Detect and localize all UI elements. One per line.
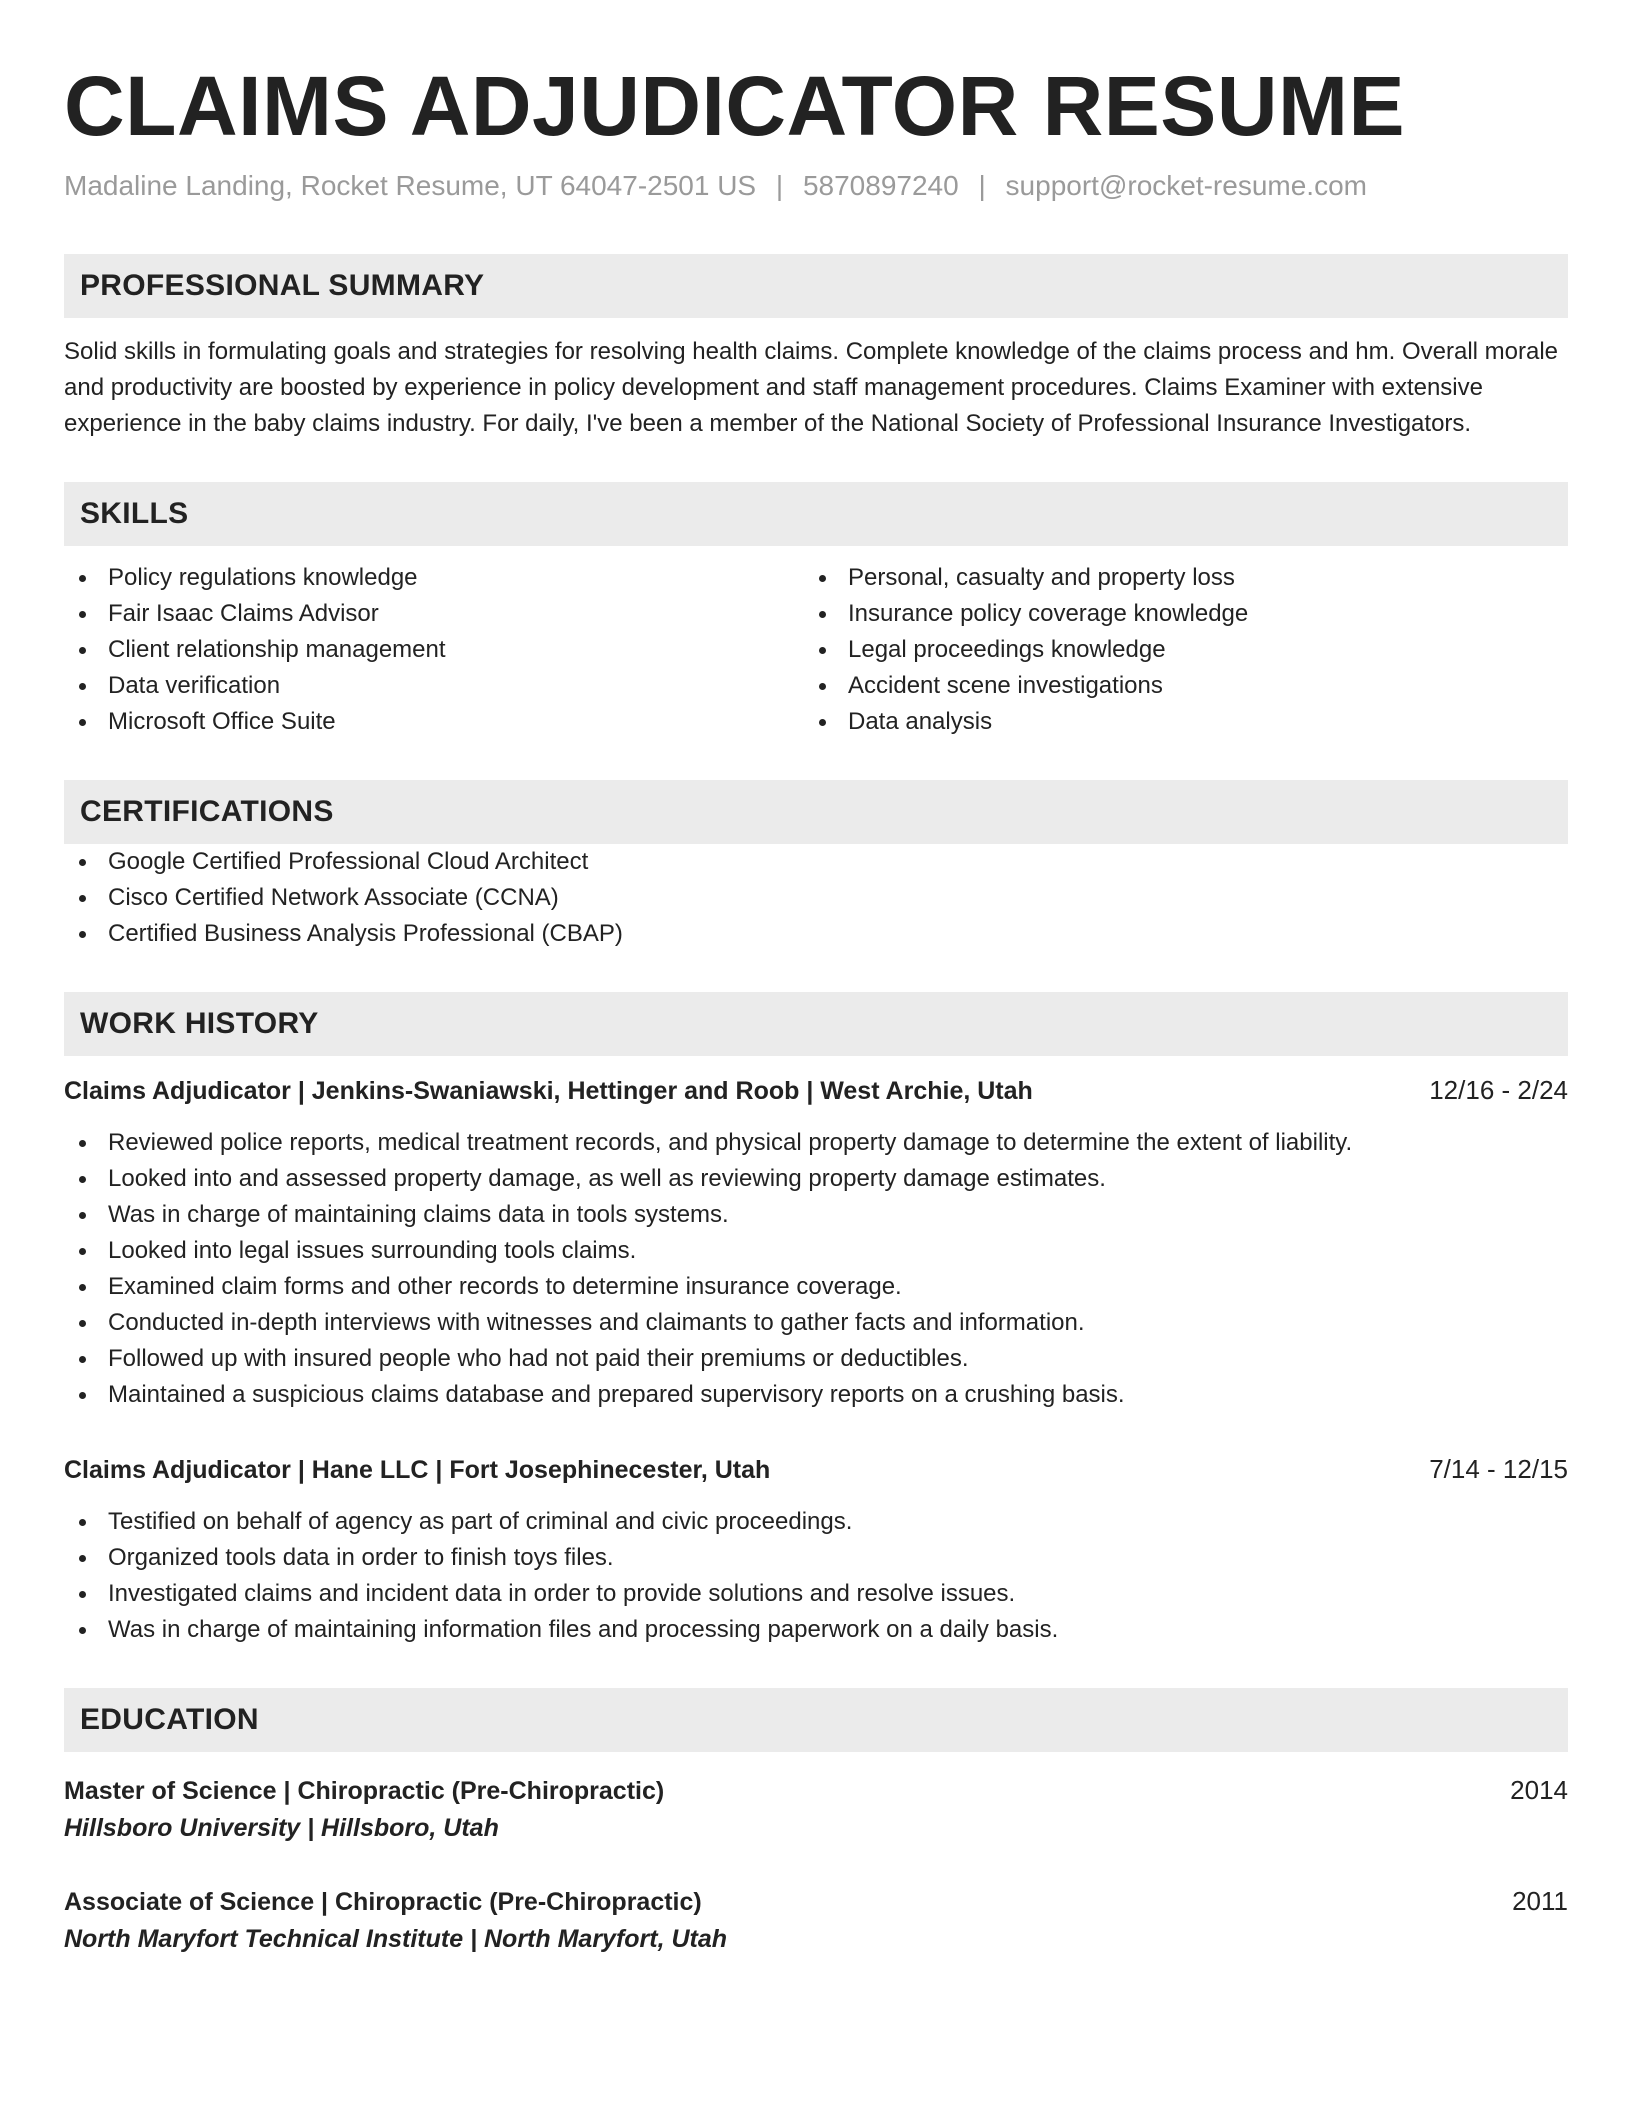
section-heading-work-history: WORK HISTORY xyxy=(64,992,1568,1056)
job-duty: Was in charge of maintaining claims data in tools systems. xyxy=(64,1197,1568,1233)
skills-column-right xyxy=(804,560,1544,740)
education-school: Hillsboro University | Hillsboro, Utah xyxy=(64,1814,499,1842)
job-entry xyxy=(64,1072,1568,1413)
education-entry xyxy=(64,1883,1568,1958)
skill-item: Microsoft Office Suite xyxy=(64,704,804,740)
job-duty: Was in charge of maintaining information files and processing paperwork on a daily basis. xyxy=(64,1612,1568,1648)
section-heading-certifications: CERTIFICATIONS xyxy=(64,780,1568,844)
education-degree: Associate of Science | Chiropractic (Pre-Chiropractic) xyxy=(64,1888,702,1916)
skills-list xyxy=(64,560,1568,740)
education-year: 2014 xyxy=(1510,1775,1568,1805)
skills-column-left xyxy=(64,560,804,740)
education-year: 2011 xyxy=(1512,1886,1568,1916)
contact-phone: 5870897240 xyxy=(802,170,959,201)
job-duties xyxy=(64,1504,1568,1648)
job-duty: Organized tools data in order to finish toys files. xyxy=(64,1540,1568,1576)
skill-item: Fair Isaac Claims Advisor xyxy=(64,596,804,632)
skill-item: Client relationship management xyxy=(64,632,804,668)
skill-item: Data analysis xyxy=(804,704,1544,740)
contact-separator: | xyxy=(978,170,986,201)
job-duty: Testified on behalf of agency as part of criminal and civic proceedings. xyxy=(64,1504,1568,1540)
section-heading-summary: PROFESSIONAL SUMMARY xyxy=(64,254,1568,318)
job-duty: Looked into and assessed property damage, as well as reviewing property damage estimates. xyxy=(64,1161,1568,1197)
education-entry xyxy=(64,1772,1568,1847)
job-title: Claims Adjudicator | Hane LLC | Fort Josephinecester, Utah xyxy=(64,1456,771,1484)
job-dates: 12/16 - 2/24 xyxy=(1429,1075,1568,1105)
job-duty: Maintained a suspicious claims database and prepared supervisory reports on a crushing basis. xyxy=(64,1377,1568,1413)
contact-email: support@rocket-resume.com xyxy=(1005,170,1367,201)
contact-line xyxy=(64,168,1568,204)
job-header xyxy=(64,1072,1568,1109)
resume-title: CLAIMS ADJUDICATOR RESUME xyxy=(64,59,1405,153)
job-duty: Reviewed police reports, medical treatment records, and physical property damage to determine the extent of liability. xyxy=(64,1125,1568,1161)
skill-item: Data verification xyxy=(64,668,804,704)
certification-item: Certified Business Analysis Professional (CBAP) xyxy=(64,916,1568,952)
summary-text: Solid skills in formulating goals and strategies for resolving health claims. Complete knowledge of the claims process and hm. Overall morale and productivity are boosted by experience in policy development and staff management procedures. Claims Examiner with extensive experience in the baby claims industry. For daily, I've been a member of the National Society of Professional Insurance Investigators. xyxy=(64,338,1559,437)
job-title: Claims Adjudicator | Jenkins-Swaniawski, Hettinger and Roob | West Archie, Utah xyxy=(64,1077,1033,1105)
job-dates: 7/14 - 12/15 xyxy=(1429,1454,1568,1484)
job-entry xyxy=(64,1451,1568,1648)
job-duty: Examined claim forms and other records to determine insurance coverage. xyxy=(64,1269,1568,1305)
certifications-list xyxy=(64,844,1568,952)
job-duty: Looked into legal issues surrounding tools claims. xyxy=(64,1233,1568,1269)
education-degree: Master of Science | Chiropractic (Pre-Chiropractic) xyxy=(64,1777,665,1805)
skill-item: Policy regulations knowledge xyxy=(64,560,804,596)
job-duty: Conducted in-depth interviews with witnesses and claimants to gather facts and information. xyxy=(64,1305,1568,1341)
contact-separator: | xyxy=(775,170,784,201)
skill-item: Legal proceedings knowledge xyxy=(804,632,1544,668)
skill-item: Accident scene investigations xyxy=(804,668,1544,704)
section-heading-education: EDUCATION xyxy=(64,1688,1568,1752)
section-heading-skills: SKILLS xyxy=(64,482,1568,546)
certification-item: Google Certified Professional Cloud Architect xyxy=(64,844,1568,880)
job-duty: Followed up with insured people who had not paid their premiums or deductibles. xyxy=(64,1341,1568,1377)
job-duty: Investigated claims and incident data in order to provide solutions and resolve issues. xyxy=(64,1576,1568,1612)
job-header xyxy=(64,1451,1568,1488)
education-school: North Maryfort Technical Institute | North Maryfort, Utah xyxy=(64,1925,728,1953)
education-header xyxy=(64,1772,1568,1809)
education-header xyxy=(64,1883,1568,1920)
skill-item: Insurance policy coverage knowledge xyxy=(804,596,1544,632)
skill-item: Personal, casualty and property loss xyxy=(804,560,1544,596)
certification-item: Cisco Certified Network Associate (CCNA) xyxy=(64,880,1568,916)
job-duties xyxy=(64,1125,1568,1413)
contact-address: Madaline Landing, Rocket Resume, UT 64047-2501 US xyxy=(64,170,757,201)
